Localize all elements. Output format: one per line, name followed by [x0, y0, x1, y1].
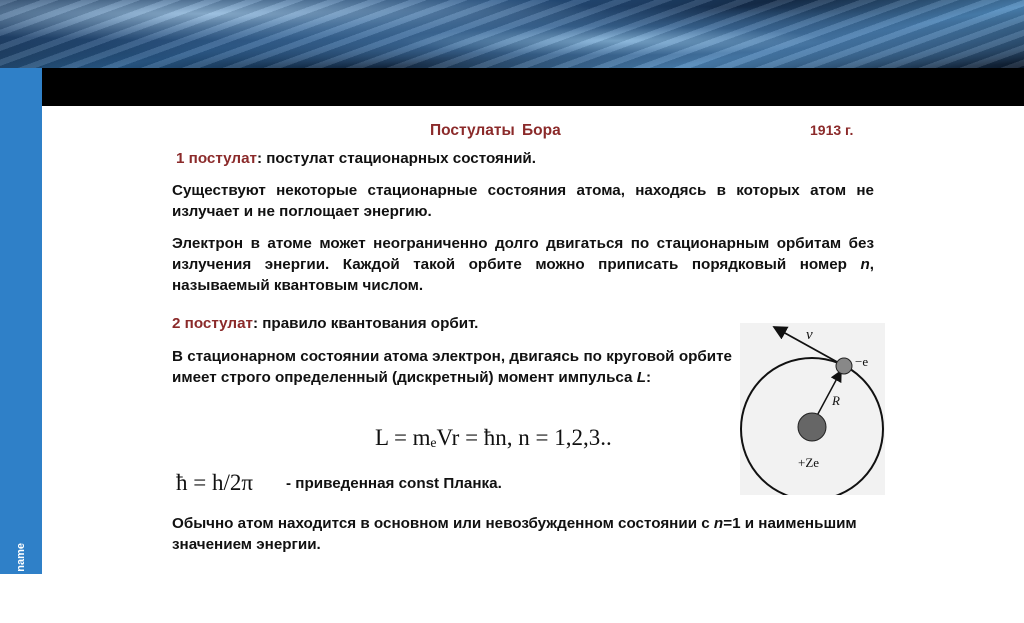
hbar-expression: ħ = h/2π — [176, 470, 253, 495]
postulate1-paragraph2 — [172, 233, 874, 296]
quantization-formula: L = mₑVr = ħn, n = 1,2,3.. — [375, 425, 612, 450]
electron-label: −e — [855, 354, 869, 369]
slide-title: Постулаты Бора — [430, 122, 561, 139]
header-black-bar — [42, 68, 1024, 106]
postulate1-paragraph1: Существуют некоторые стационарные состояния атома, находясь в которых атом не излучает и не поглощает энергию. — [172, 182, 874, 220]
slide-year: 1913 г. — [810, 122, 854, 138]
postulate1-heading — [176, 150, 536, 167]
postulate2-paragraph — [172, 346, 732, 388]
postulate1-heading-text: : постулат стационарных состояний. — [256, 150, 536, 167]
postulate2-label: 2 постулат — [172, 315, 253, 332]
velocity-label: v — [806, 327, 813, 343]
atom-orbit-svg — [740, 323, 885, 495]
postulate2-paragraph-text: В стационарном состоянии атома электрон, двигаясь по круговой орбите имеет строго определенный (дискретный) момент импульса — [172, 348, 732, 386]
footer-paragraph — [172, 513, 892, 555]
angular-momentum-symbol: L — [636, 369, 646, 386]
quantum-number-symbol: n — [860, 256, 870, 273]
hbar-formula — [176, 470, 253, 496]
postulate2-paragraph-tail: : — [646, 369, 652, 386]
electron — [836, 358, 852, 374]
postulate1-paragraph2-text: Электрон в атоме может неограниченно долго двигаться по стационарным орбитам без излучения энергии. Каждой такой орбите можно приписать порядковый номер — [172, 235, 874, 273]
atom-orbit-diagram — [740, 323, 885, 495]
radius-label: R — [832, 393, 840, 408]
hbar-caption: - приведенная const Планка. — [286, 475, 502, 492]
postulate1-paragraph2-tail: , называемый квантовым числом. — [172, 256, 874, 294]
nucleus — [798, 413, 826, 441]
footer-text-tail: =1 и наименьшим значением энергии. — [172, 515, 857, 553]
footer-quantum-number: n — [713, 515, 724, 532]
sidebar-strip — [0, 68, 42, 623]
header-banner-image — [0, 0, 1024, 68]
company-name: company name — [15, 542, 27, 623]
nucleus-label: +Ze — [798, 455, 820, 470]
postulate2-heading-text: : правило квантования орбит. — [252, 315, 479, 332]
postulate1-label: 1 постулат — [176, 150, 257, 167]
footer-text: Обычно атом находится в основном или невозбужденном состоянии с — [172, 515, 714, 532]
postulate2-heading — [172, 315, 478, 332]
